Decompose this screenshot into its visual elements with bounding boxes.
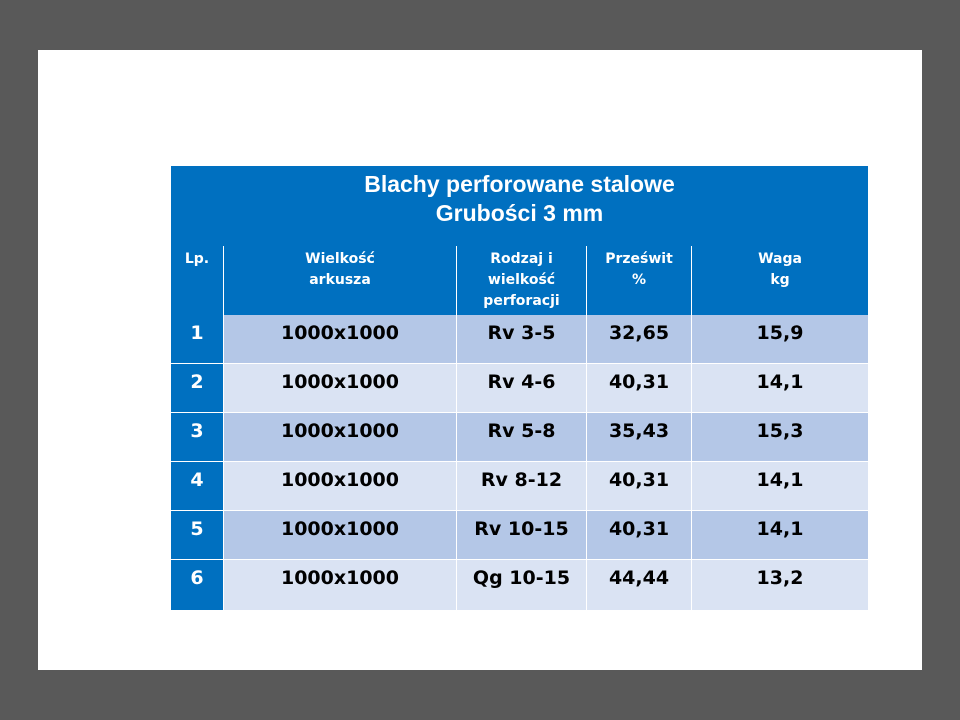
cell-weight: 15,9 [692,315,868,363]
cell-open-area: 35,43 [587,413,691,461]
cell-open-area: 40,31 [587,364,691,412]
cell-lp: 5 [171,511,223,559]
cell-perforation-type: Rv 5-8 [457,413,586,461]
column-header-line: % [631,272,647,288]
table-row [171,462,868,510]
table-row [171,413,868,461]
column-header-line: Lp. [184,251,210,267]
table-row [171,511,868,559]
table-header [171,166,868,315]
table-row [171,560,868,610]
cell-perforation-type: Qg 10-15 [457,560,586,610]
cell-perforation-type: Rv 10-15 [457,511,586,559]
cell-lp: 2 [171,364,223,412]
column-divider [456,246,457,315]
cell-perforation-type: Rv 4-6 [457,364,586,412]
column-divider [223,246,224,315]
column-header-line: Rodzaj i [490,251,553,267]
column-header-line: arkusza [309,272,371,288]
title-line-2: Grubości 3 mm [435,200,604,226]
cell-weight: 13,2 [692,560,868,610]
cell-lp: 3 [171,413,223,461]
column-header-line: Wielkość [305,251,375,267]
cell-sheet-size: 1000x1000 [224,364,456,412]
cell-weight: 14,1 [692,364,868,412]
column-divider [691,246,692,315]
column-header-line: wielkość [487,272,556,288]
column-header-perforation-type [457,246,586,315]
table-row [171,364,868,412]
cell-lp: 1 [171,315,223,363]
column-header-weight [692,246,868,315]
cell-sheet-size: 1000x1000 [224,315,456,363]
column-header-line: Prześwit [605,251,673,267]
column-header-open-area [587,246,691,315]
cell-open-area: 40,31 [587,462,691,510]
column-divider [586,246,587,315]
column-header-line: kg [770,272,790,288]
cell-sheet-size: 1000x1000 [224,462,456,510]
slide [38,50,922,670]
cell-weight: 14,1 [692,462,868,510]
cell-sheet-size: 1000x1000 [224,413,456,461]
column-header-line: perforacji [483,293,560,309]
cell-lp: 6 [171,560,223,610]
cell-open-area: 32,65 [587,315,691,363]
cell-open-area: 44,44 [587,560,691,610]
perforated-sheets-table [171,166,868,610]
title-line-1: Blachy perforowane stalowe [364,171,675,197]
cell-sheet-size: 1000x1000 [224,560,456,610]
column-header-sheet-size [224,246,456,315]
cell-open-area: 40,31 [587,511,691,559]
cell-sheet-size: 1000x1000 [224,511,456,559]
column-header-lp [171,246,223,315]
cell-perforation-type: Rv 8-12 [457,462,586,510]
column-header-line: Waga [758,251,802,267]
cell-perforation-type: Rv 3-5 [457,315,586,363]
table-title [171,170,868,228]
cell-lp: 4 [171,462,223,510]
cell-weight: 14,1 [692,511,868,559]
table-row [171,315,868,363]
cell-weight: 15,3 [692,413,868,461]
